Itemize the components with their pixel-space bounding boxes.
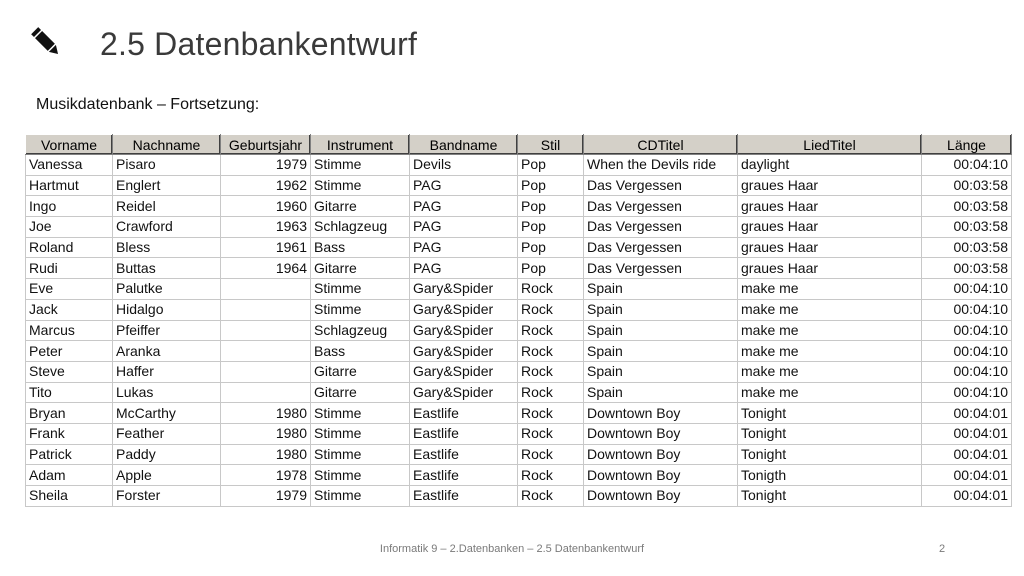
table-cell: Sheila [26,486,113,507]
table-cell: make me [738,382,922,403]
table-cell: Bass [311,237,410,258]
table-cell: Das Vergessen [584,258,738,279]
table-cell: 1979 [221,486,311,507]
table-cell [221,320,311,341]
table-cell [221,299,311,320]
column-header[interactable]: Stil [518,135,584,155]
table-cell: Stimme [311,299,410,320]
table-header-row [26,135,1012,155]
table-cell: Rock [518,382,584,403]
table-row [26,382,1012,403]
table-cell: Spain [584,279,738,300]
table-cell: 1961 [221,237,311,258]
table-cell: daylight [738,155,922,176]
table-cell: When the Devils ride [584,155,738,176]
table-cell: 00:04:01 [922,486,1012,507]
table-cell: Englert [113,175,221,196]
table-cell: Das Vergessen [584,175,738,196]
column-header[interactable]: Bandname [410,135,518,155]
table-cell: Gitarre [311,196,410,217]
table-cell: Gitarre [311,382,410,403]
table-cell: Vanessa [26,155,113,176]
table-cell: Schlagzeug [311,320,410,341]
table-cell: 1980 [221,403,311,424]
table-cell: make me [738,341,922,362]
column-header[interactable]: Instrument [311,135,410,155]
table-cell: 00:03:58 [922,196,1012,217]
table-cell: PAG [410,258,518,279]
table-cell: Gary&Spider [410,382,518,403]
table-cell: Spain [584,382,738,403]
table-cell: Gary&Spider [410,279,518,300]
table-cell: Pop [518,175,584,196]
table-row [26,444,1012,465]
table-row [26,196,1012,217]
table-cell: Pop [518,196,584,217]
table-cell: Eastlife [410,486,518,507]
table-cell: 1960 [221,196,311,217]
table-row [26,341,1012,362]
table-cell: Jack [26,299,113,320]
table-cell [221,341,311,362]
table-cell: Peter [26,341,113,362]
table-row [26,403,1012,424]
column-header[interactable]: Länge [922,135,1012,155]
table-row [26,423,1012,444]
table-cell: Downtown Boy [584,465,738,486]
table-cell: graues Haar [738,237,922,258]
table-cell: 1979 [221,155,311,176]
column-header[interactable]: CDTitel [584,135,738,155]
table-cell: PAG [410,217,518,238]
table-cell: Pfeiffer [113,320,221,341]
table-cell: 00:04:01 [922,423,1012,444]
table-cell: Tonigth [738,465,922,486]
table-cell: PAG [410,237,518,258]
table-cell: graues Haar [738,175,922,196]
table-cell: Apple [113,465,221,486]
table-cell: PAG [410,175,518,196]
table-cell: Stimme [311,486,410,507]
table-cell: make me [738,299,922,320]
table-cell: 1962 [221,175,311,196]
table-cell: Gitarre [311,258,410,279]
table-cell: Spain [584,299,738,320]
table-cell: Rock [518,279,584,300]
table-cell: 00:04:10 [922,320,1012,341]
music-table [25,134,1012,507]
table-cell: graues Haar [738,258,922,279]
table-cell: 00:04:10 [922,382,1012,403]
table-cell: Crawford [113,217,221,238]
pencil-icon [28,24,64,60]
table-row [26,279,1012,300]
column-header[interactable]: LiedTitel [738,135,922,155]
table-cell: Spain [584,361,738,382]
table-cell: Eastlife [410,444,518,465]
table-cell: Gary&Spider [410,320,518,341]
table-cell: Stimme [311,175,410,196]
table-cell: 00:03:58 [922,217,1012,238]
table-cell: Tonight [738,423,922,444]
table-cell: 00:03:58 [922,258,1012,279]
table-cell: Forster [113,486,221,507]
table-row [26,175,1012,196]
table-cell: Joe [26,217,113,238]
table-cell: 00:04:10 [922,279,1012,300]
table-cell: Patrick [26,444,113,465]
table-cell: Downtown Boy [584,486,738,507]
table-cell: 1980 [221,423,311,444]
table-cell: Roland [26,237,113,258]
table-cell: 1978 [221,465,311,486]
table-cell: Steve [26,361,113,382]
table-body [26,155,1012,507]
table-cell: Gary&Spider [410,361,518,382]
table-row [26,299,1012,320]
table-cell: Schlagzeug [311,217,410,238]
table-cell: Stimme [311,465,410,486]
table-cell: Rock [518,299,584,320]
table-cell: Spain [584,320,738,341]
page-number: 2 [939,543,946,555]
table-cell: Hartmut [26,175,113,196]
table-row [26,361,1012,382]
table-cell [221,361,311,382]
table-cell: Rock [518,423,584,444]
table-cell: Stimme [311,423,410,444]
table-cell: Bryan [26,403,113,424]
table-cell: 00:04:10 [922,341,1012,362]
table-row [26,237,1012,258]
column-header[interactable]: Nachname [113,135,221,155]
subtitle: Musikdatenbank – Fortsetzung: [36,96,260,113]
table-cell: Adam [26,465,113,486]
table-cell: Pop [518,155,584,176]
table-cell: McCarthy [113,403,221,424]
table-cell: Palutke [113,279,221,300]
table-cell: Downtown Boy [584,423,738,444]
table-cell: make me [738,279,922,300]
table-cell: 1963 [221,217,311,238]
table-cell: Rock [518,444,584,465]
table-cell: PAG [410,196,518,217]
table-cell: Downtown Boy [584,403,738,424]
table-cell: Stimme [311,444,410,465]
table-cell: Pop [518,237,584,258]
table-cell: graues Haar [738,196,922,217]
table-cell: 00:03:58 [922,237,1012,258]
table-cell: Reidel [113,196,221,217]
table-cell: 00:04:10 [922,299,1012,320]
table-cell: Stimme [311,155,410,176]
table-cell: make me [738,361,922,382]
table-cell: Pop [518,258,584,279]
table-cell: Spain [584,341,738,362]
table-cell: 1964 [221,258,311,279]
table-cell: Aranka [113,341,221,362]
table-cell [221,279,311,300]
table-row [26,155,1012,176]
table-cell: 00:04:10 [922,361,1012,382]
footer-text: Informatik 9 – 2.Datenbanken – 2.5 Datenbankentwurf [379,543,645,555]
table-cell: Stimme [311,403,410,424]
table-cell: Devils [410,155,518,176]
table-cell: Rock [518,341,584,362]
table-cell: Pop [518,217,584,238]
table-cell: Tonight [738,444,922,465]
table-cell: Bless [113,237,221,258]
music-table-container [25,134,1012,507]
table-cell: Rock [518,361,584,382]
table-cell: Frank [26,423,113,444]
table-cell: Das Vergessen [584,196,738,217]
table-cell: make me [738,320,922,341]
table-cell: Marcus [26,320,113,341]
column-header[interactable]: Geburtsjahr [221,135,311,155]
table-cell: 00:03:58 [922,175,1012,196]
table-cell: Rock [518,320,584,341]
table-row [26,465,1012,486]
table-cell: Tonight [738,486,922,507]
table-cell: Paddy [113,444,221,465]
table-row [26,320,1012,341]
table-cell: Eastlife [410,465,518,486]
table-row [26,258,1012,279]
table-cell: Rock [518,403,584,424]
table-cell: Bass [311,341,410,362]
table-row [26,486,1012,507]
table-cell: Das Vergessen [584,237,738,258]
table-cell: 00:04:01 [922,403,1012,424]
table-cell: Gary&Spider [410,299,518,320]
column-header[interactable]: Vorname [26,135,113,155]
table-cell: graues Haar [738,217,922,238]
table-cell: Rudi [26,258,113,279]
table-cell: Pisaro [113,155,221,176]
table-cell: 00:04:01 [922,465,1012,486]
table-cell: Feather [113,423,221,444]
table-cell: Eastlife [410,403,518,424]
table-cell: 1980 [221,444,311,465]
table-cell: Eastlife [410,423,518,444]
table-cell: Haffer [113,361,221,382]
table-cell [221,382,311,403]
table-cell: Tonight [738,403,922,424]
table-cell: Lukas [113,382,221,403]
table-cell: 00:04:10 [922,155,1012,176]
table-cell: Eve [26,279,113,300]
table-cell: Stimme [311,279,410,300]
table-cell: Das Vergessen [584,217,738,238]
table-cell: Tito [26,382,113,403]
table-row [26,217,1012,238]
page-title: 2.5 Datenbankentwurf [100,26,418,62]
table-cell: Gitarre [311,361,410,382]
table-cell: Hidalgo [113,299,221,320]
table-cell: 00:04:01 [922,444,1012,465]
table-cell: Rock [518,465,584,486]
table-cell: Gary&Spider [410,341,518,362]
table-cell: Downtown Boy [584,444,738,465]
table-cell: Rock [518,486,584,507]
table-cell: Buttas [113,258,221,279]
table-cell: Ingo [26,196,113,217]
